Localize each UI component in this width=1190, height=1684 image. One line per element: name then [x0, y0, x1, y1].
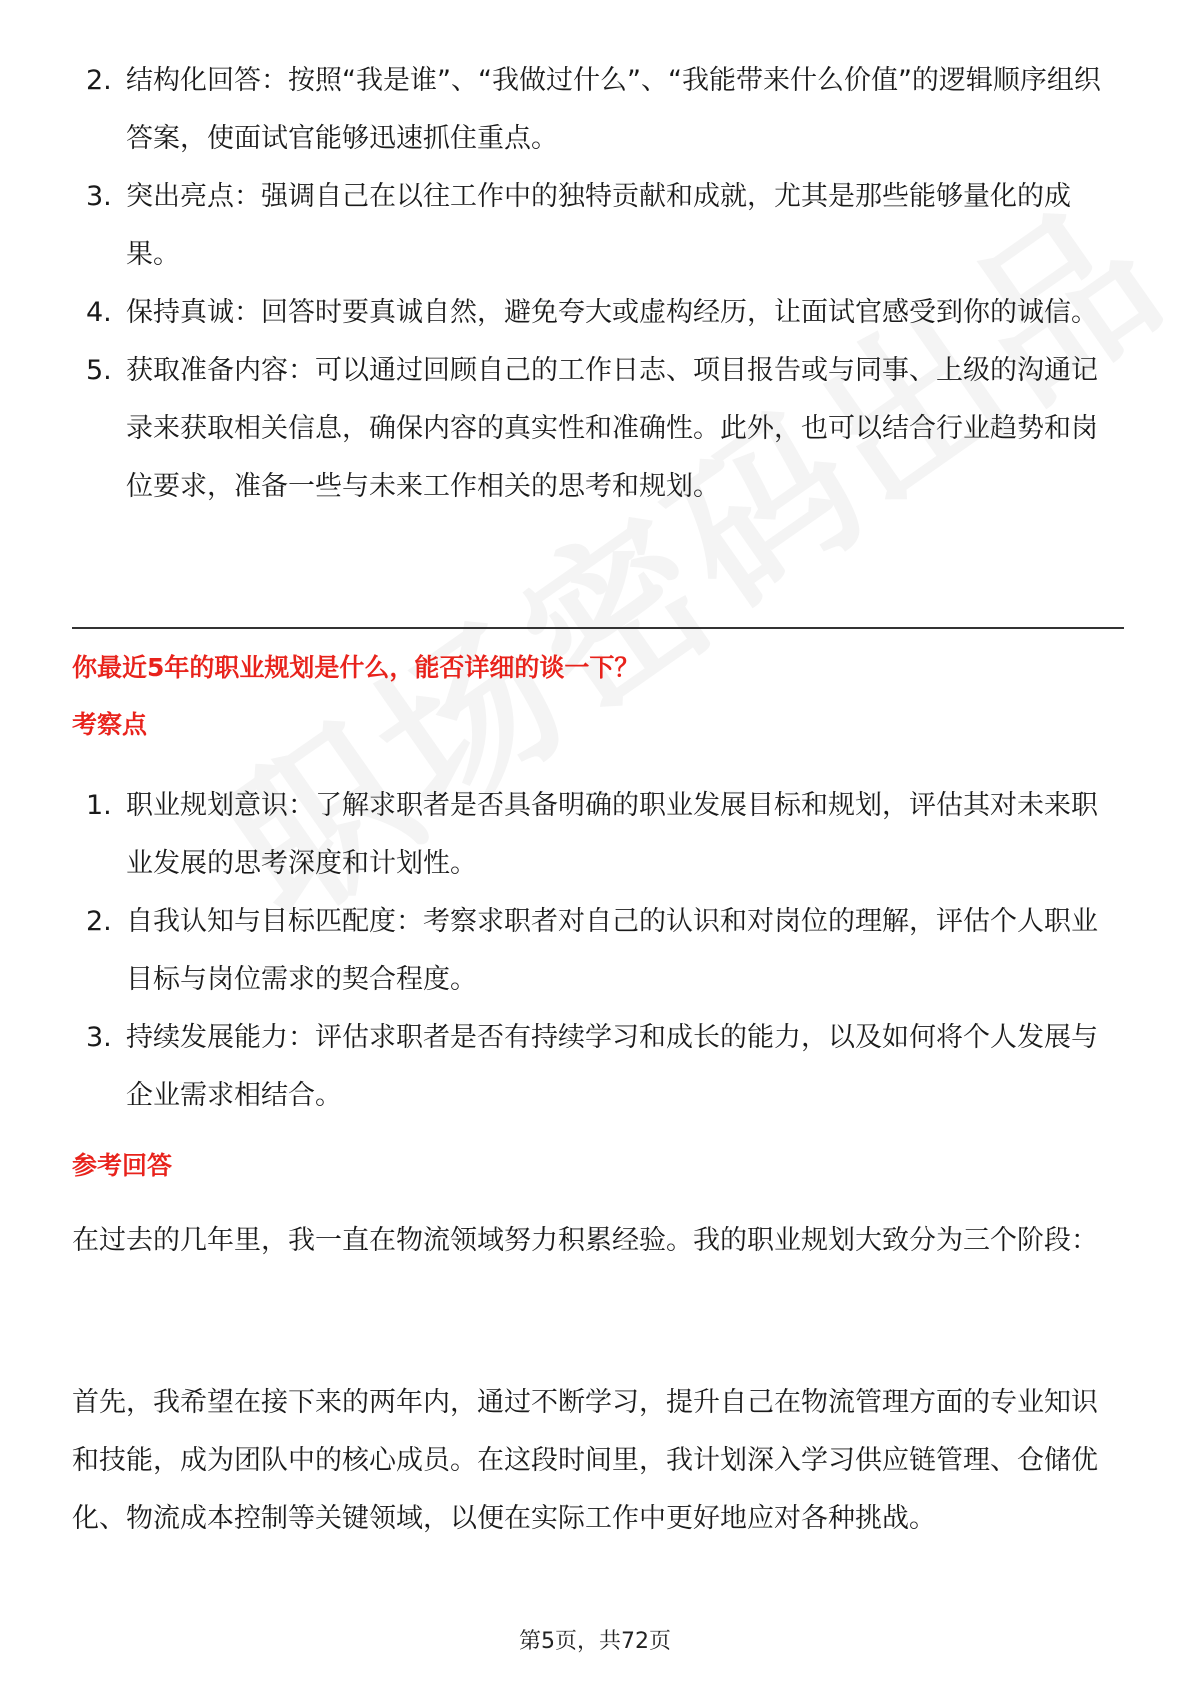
question-title: 你最近5年的职业规划是什么，能否详细的谈一下？	[72, 653, 640, 682]
list-number: 4.	[86, 297, 112, 328]
list-item	[72, 342, 1122, 516]
list-item	[72, 777, 1122, 893]
list-text: 突出亮点：强调自己在以往工作中的独特贡献和成就，尤其是那些能够量化的成果。	[126, 181, 1071, 270]
list-number: 3.	[86, 1022, 112, 1053]
assessment-heading: 考察点	[72, 710, 148, 739]
list-item	[72, 284, 1122, 342]
list-item	[72, 52, 1122, 168]
list-text: 持续发展能力：评估求职者是否有持续学习和成长的能力，以及如何将个人发展与企业需求相结合。	[126, 1022, 1098, 1111]
assessment-list	[72, 777, 1122, 1125]
tips-list	[72, 52, 1122, 516]
list-number: 3.	[86, 181, 112, 212]
list-text: 结构化回答：按照“我是谁”、“我做过什么”、“我能带来什么价值”的逻辑顺序组织答案，使面试官能够迅速抓住重点。	[126, 65, 1101, 154]
list-number: 2.	[86, 65, 112, 96]
list-text: 自我认知与目标匹配度：考察求职者对自己的认识和对岗位的理解，评估个人职业目标与岗位需求的契合程度。	[126, 906, 1098, 995]
list-text: 保持真诚：回答时要真诚自然，避免夸大或虚构经历，让面试官感受到你的诚信。	[126, 297, 1098, 328]
answer-paragraph: 在过去的几年里，我一直在物流领域努力积累经验。我的职业规划大致分为三个阶段：	[72, 1225, 1098, 1256]
list-number: 5.	[86, 355, 112, 386]
page-footer: 第5页，共72页	[519, 1629, 671, 1654]
list-text: 职业规划意识：了解求职者是否具备明确的职业发展目标和规划，评估其对未来职业发展的思考深度和计划性。	[126, 790, 1098, 879]
section-divider	[72, 627, 1124, 629]
answer-heading: 参考回答	[72, 1151, 173, 1180]
list-number: 2.	[86, 906, 112, 937]
answer-paragraph: 首先，我希望在接下来的两年内，通过不断学习，提升自己在物流管理方面的专业知识和技能，成为团队中的核心成员。在这段时间里，我计划深入学习供应链管理、仓储优化、物流成本控制等关键领域，以便在实际工作中更好地应对各种挑战。	[72, 1387, 1098, 1534]
list-item	[72, 168, 1122, 284]
list-item	[72, 893, 1122, 1009]
list-item	[72, 1009, 1122, 1125]
list-text: 获取准备内容：可以通过回顾自己的工作日志、项目报告或与同事、上级的沟通记录来获取相关信息，确保内容的真实性和准确性。此外，也可以结合行业趋势和岗位要求，准备一些与未来工作相关的思考和规划。	[126, 355, 1098, 502]
list-number: 1.	[86, 790, 112, 821]
